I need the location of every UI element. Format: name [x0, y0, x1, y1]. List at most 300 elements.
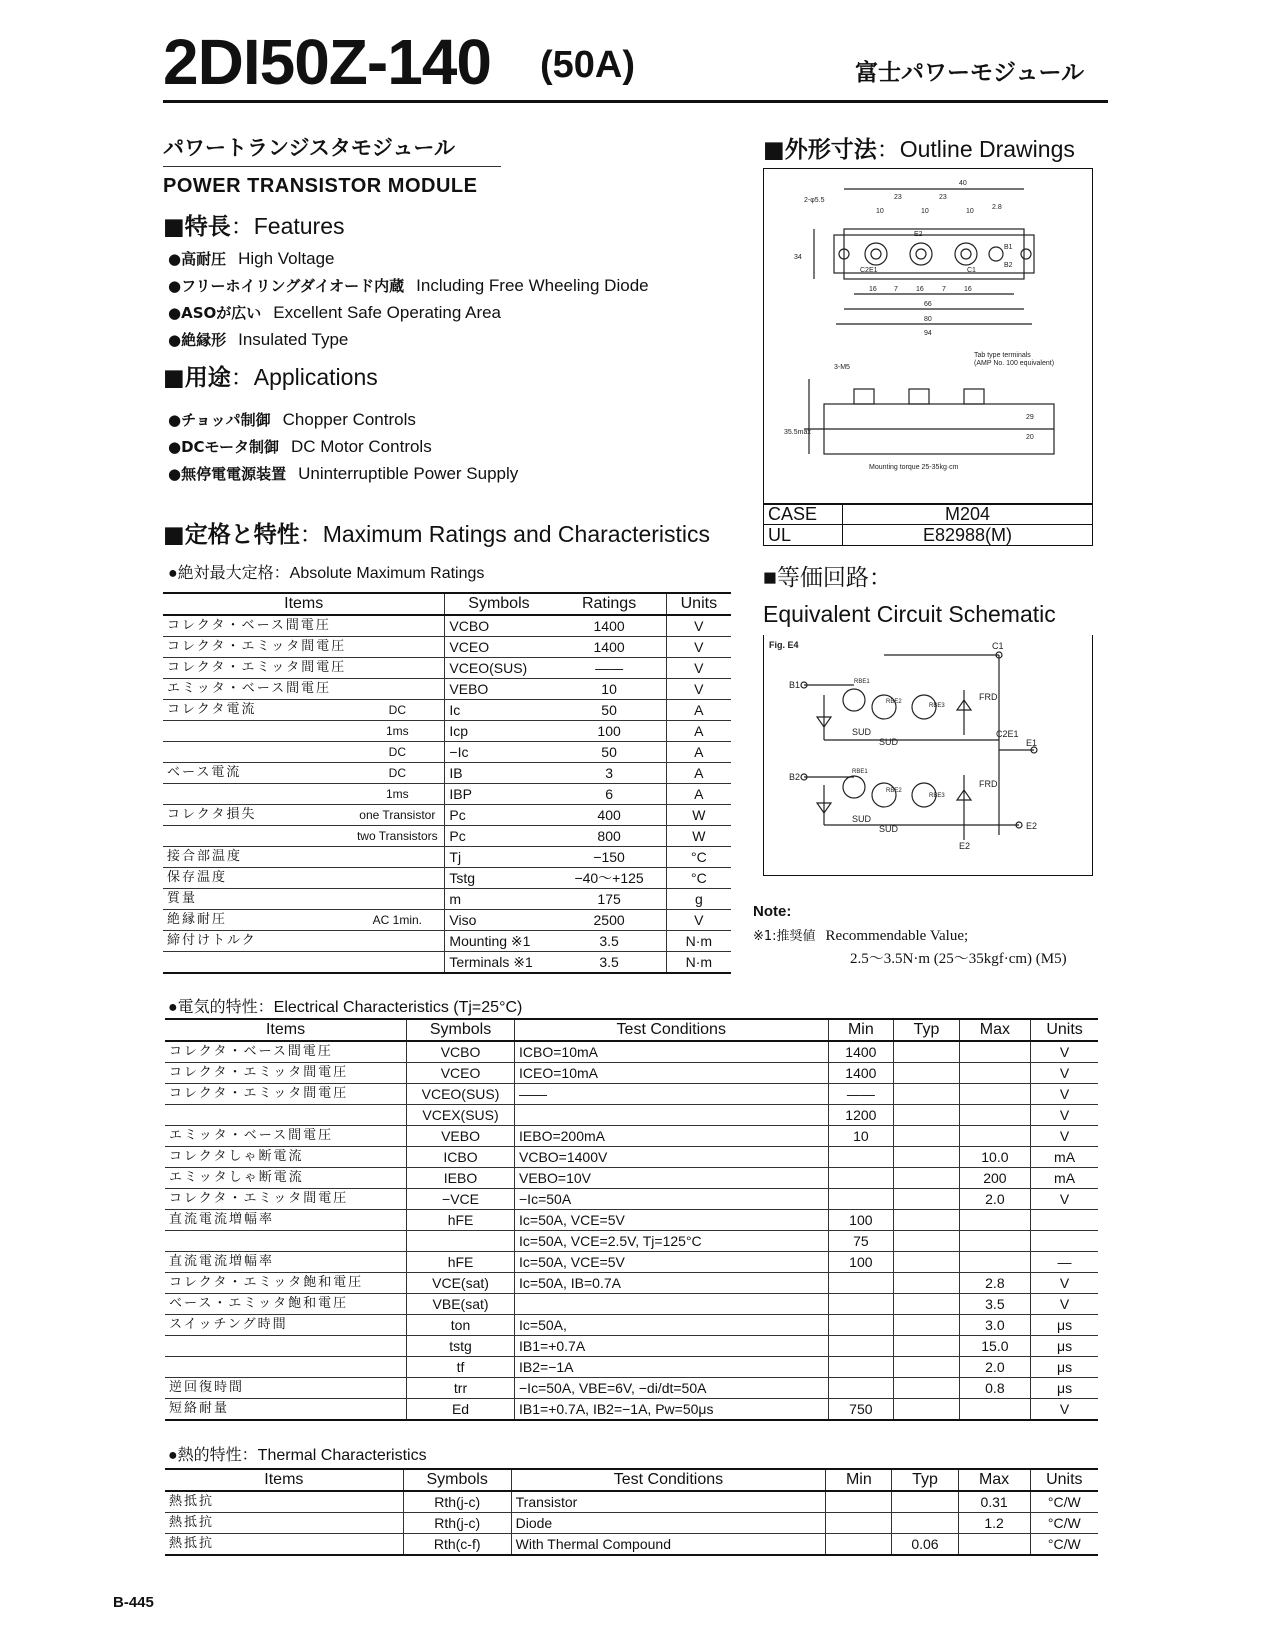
electrical-cell: スイッチング時間	[165, 1315, 407, 1336]
electrical-cell	[894, 1378, 959, 1399]
rating-item: 保存温度	[163, 868, 350, 889]
table-row	[163, 931, 731, 952]
electrical-cell: 短絡耐量	[165, 1399, 407, 1421]
electrical-cell	[959, 1084, 1030, 1105]
rating-item: コレクタ電流	[163, 700, 350, 721]
rating-value: 1400	[553, 615, 667, 637]
model-title: 2DI50Z-140	[163, 26, 491, 98]
electrical-cell	[828, 1147, 894, 1168]
table-row	[165, 1252, 1098, 1273]
electrical-table	[165, 1018, 1098, 1421]
rating-unit: V	[666, 637, 731, 658]
electrical-cell	[894, 1210, 959, 1231]
electrical-cell: 75	[828, 1231, 894, 1252]
svg-text:B2: B2	[1004, 262, 1013, 269]
page-number: B-445	[113, 1594, 154, 1611]
electrical-cell	[828, 1294, 894, 1315]
feature-item: ●絶縁形 Insulated Type	[168, 330, 349, 349]
svg-text:10: 10	[966, 208, 974, 215]
rating-unit: N·m	[666, 952, 731, 974]
electrical-cell: ICEO=10mA	[515, 1063, 829, 1084]
electrical-cell	[894, 1084, 959, 1105]
thermal-cell	[826, 1491, 892, 1513]
table-row	[165, 1357, 1098, 1378]
case-table	[763, 503, 1093, 546]
electrical-cell: V	[1031, 1189, 1098, 1210]
electrical-cell: trr	[407, 1378, 515, 1399]
note-line-1: ※1:推奨値 Recommendable Value;	[753, 928, 969, 944]
electrical-cell: μs	[1031, 1336, 1098, 1357]
application-item: ●無停電電源装置 Uninterruptible Power Supply	[168, 464, 519, 483]
rating-symbol: VEBO	[445, 679, 553, 700]
rating-item	[163, 721, 350, 742]
label-rbe2-b: RBE2	[886, 788, 902, 794]
thermal-cell: °C/W	[1030, 1513, 1098, 1534]
thermal-cell: 熱抵抗	[165, 1513, 403, 1534]
svg-text:E2: E2	[914, 231, 923, 238]
electrical-cell	[894, 1168, 959, 1189]
rating-unit: V	[666, 615, 731, 637]
electrical-cell: V	[1031, 1399, 1098, 1421]
label-rbe1-b: RBE1	[852, 769, 868, 775]
rating-item: コレクタ損失	[163, 805, 350, 826]
svg-text:10: 10	[921, 208, 929, 215]
electrical-cell: ICBO=10mA	[515, 1041, 829, 1063]
thermal-cell: Diode	[511, 1513, 826, 1534]
electrical-cell: VEBO=10V	[515, 1168, 829, 1189]
rating-unit: V	[666, 910, 731, 931]
electrical-cell	[828, 1315, 894, 1336]
electrical-cell	[959, 1399, 1030, 1421]
rating-unit: V	[666, 679, 731, 700]
electrical-cell: V	[1031, 1294, 1098, 1315]
thermal-cell	[892, 1513, 958, 1534]
thermal-cell: °C/W	[1030, 1491, 1098, 1513]
product-name-jp: パワートランジスタモジュール	[163, 136, 456, 160]
electrical-cell: VCBO	[407, 1041, 515, 1063]
table-row	[165, 1273, 1098, 1294]
electrical-cell: Ic=50A, VCE=2.5V, Tj=125°C	[515, 1231, 829, 1252]
table-row	[163, 784, 731, 805]
svg-text:(AMP No. 100 equivalent): (AMP No. 100 equivalent)	[974, 360, 1055, 367]
electrical-cell	[894, 1189, 959, 1210]
electrical-cell: μs	[1031, 1378, 1098, 1399]
electrical-cell: 2.0	[959, 1357, 1030, 1378]
electrical-cell: ton	[407, 1315, 515, 1336]
rating-condition	[350, 931, 445, 952]
electrical-cell	[894, 1105, 959, 1126]
table-row	[163, 679, 731, 700]
rating-condition: AC 1min.	[350, 910, 445, 931]
electrical-cell	[1031, 1231, 1098, 1252]
rating-symbol: −Ic	[445, 742, 553, 763]
rating-item: コレクタ・ベース間電圧	[163, 615, 350, 637]
table-row	[163, 658, 731, 679]
table-row	[163, 847, 731, 868]
electrical-cell: mA	[1031, 1147, 1098, 1168]
label-rbe3-b: RBE3	[929, 793, 945, 799]
thermal-table	[165, 1468, 1098, 1556]
table-row	[165, 1378, 1098, 1399]
rating-value: 50	[553, 700, 667, 721]
rating-unit: A	[666, 742, 731, 763]
electrical-cell: mA	[1031, 1168, 1098, 1189]
electrical-cell: IB1=+0.7A, IB2=−1A, Pw=50μs	[515, 1399, 829, 1421]
rating-value: 100	[553, 721, 667, 742]
rating-condition: DC	[350, 742, 445, 763]
rating-item: 接合部温度	[163, 847, 350, 868]
electrical-cell	[894, 1315, 959, 1336]
table-row	[165, 1168, 1098, 1189]
svg-text:40: 40	[959, 180, 967, 187]
absolute-ratings-subheading: ●絶対最大定格：Absolute Maximum Ratings	[168, 565, 485, 582]
electrical-cell: 200	[959, 1168, 1030, 1189]
rating-condition: 1ms	[350, 784, 445, 805]
svg-text:23: 23	[939, 194, 947, 201]
rating-value: 2500	[553, 910, 667, 931]
feature-item: ●高耐圧 High Voltage	[168, 249, 335, 268]
electrical-cell: 15.0	[959, 1336, 1030, 1357]
electrical-col-3: Min	[828, 1019, 894, 1041]
svg-text:80: 80	[924, 316, 932, 323]
rating-unit: A	[666, 721, 731, 742]
rating-unit: A	[666, 784, 731, 805]
table-row	[165, 1126, 1098, 1147]
rating-value: ――	[553, 658, 667, 679]
svg-text:66: 66	[924, 301, 932, 308]
rating-symbol: Icp	[445, 721, 553, 742]
electrical-cell: エミッタ・ベース間電圧	[165, 1126, 407, 1147]
rating-value: 6	[553, 784, 667, 805]
rating-condition: DC	[350, 763, 445, 784]
table-row	[165, 1084, 1098, 1105]
electrical-cell: 10	[828, 1126, 894, 1147]
electrical-cell: Ed	[407, 1399, 515, 1421]
label-rbe1: RBE1	[854, 679, 870, 685]
col-symbols: Symbols	[445, 593, 553, 615]
outline-heading: ■外形寸法：Outline Drawings	[763, 136, 1075, 163]
rating-item: コレクタ・エミッタ間電圧	[163, 637, 350, 658]
rating-condition: two Transistors	[350, 826, 445, 847]
svg-text:23: 23	[894, 194, 902, 201]
electrical-cell: コレクタ・エミッタ間電圧	[165, 1189, 407, 1210]
electrical-cell: VCBO=1400V	[515, 1147, 829, 1168]
svg-text:3-M5: 3-M5	[834, 364, 850, 371]
electrical-col-0: Items	[165, 1019, 407, 1041]
rating-condition	[350, 952, 445, 974]
rating-condition	[350, 889, 445, 910]
label-sud-3: SUD	[852, 814, 872, 824]
electrical-cell	[894, 1063, 959, 1084]
thermal-col-0: Items	[165, 1469, 403, 1491]
electrical-cell: VEBO	[407, 1126, 515, 1147]
electrical-cell	[515, 1105, 829, 1126]
table-row	[165, 1210, 1098, 1231]
application-item: ●DCモータ制御 DC Motor Controls	[168, 437, 432, 456]
table-row	[165, 1231, 1098, 1252]
rating-unit: °C	[666, 868, 731, 889]
electrical-cell	[515, 1294, 829, 1315]
thermal-cell	[826, 1513, 892, 1534]
electrical-cell: 2.8	[959, 1273, 1030, 1294]
rating-item: 締付けトルク	[163, 931, 350, 952]
table-row	[163, 868, 731, 889]
electrical-cell: Ic=50A, VCE=5V	[515, 1210, 829, 1231]
ul-value: E82988(M)	[843, 525, 1093, 546]
rating-unit: W	[666, 805, 731, 826]
electrical-cell: −Ic=50A, VBE=6V, −di/dt=50A	[515, 1378, 829, 1399]
rating-symbol: Tstg	[445, 868, 553, 889]
electrical-cell: −Ic=50A	[515, 1189, 829, 1210]
electrical-cell	[828, 1168, 894, 1189]
electrical-cell: ――	[828, 1084, 894, 1105]
electrical-cell	[165, 1357, 407, 1378]
svg-text:C1: C1	[967, 267, 976, 274]
table-row	[165, 1399, 1098, 1421]
electrical-cell: IEBO	[407, 1168, 515, 1189]
rating-symbol: Viso	[445, 910, 553, 931]
product-name-en: POWER TRANSISTOR MODULE	[163, 175, 478, 197]
rating-item: ベース電流	[163, 763, 350, 784]
electrical-cell: コレクタ・ベース間電圧	[165, 1041, 407, 1063]
electrical-cell	[828, 1273, 894, 1294]
application-item: ●チョッパ制御 Chopper Controls	[168, 410, 416, 429]
svg-text:2.8: 2.8	[992, 204, 1002, 211]
thermal-cell: 1.2	[958, 1513, 1030, 1534]
svg-text:94: 94	[924, 330, 932, 337]
thermal-cell	[892, 1491, 958, 1513]
thermal-cell: Transistor	[511, 1491, 826, 1513]
label-rbe2: RBE2	[886, 699, 902, 705]
electrical-cell: ICBO	[407, 1147, 515, 1168]
feature-item: ●ASOが広い Excellent Safe Operating Area	[168, 303, 502, 322]
circuit-heading-jp: ■等価回路：	[763, 564, 892, 590]
electrical-cell: 3.0	[959, 1315, 1030, 1336]
electrical-cell: 100	[828, 1252, 894, 1273]
electrical-cell	[894, 1399, 959, 1421]
rating-condition	[350, 679, 445, 700]
svg-text:29: 29	[1026, 414, 1034, 421]
electrical-cell: μs	[1031, 1357, 1098, 1378]
electrical-cell: 1200	[828, 1105, 894, 1126]
thermal-cell	[826, 1534, 892, 1556]
rating-value: −40～+125	[553, 868, 667, 889]
electrical-cell: VCEO(SUS)	[407, 1084, 515, 1105]
electrical-cell: V	[1031, 1273, 1098, 1294]
svg-text:10: 10	[876, 208, 884, 215]
features-heading: ■特長：Features	[163, 213, 345, 240]
electrical-cell: V	[1031, 1084, 1098, 1105]
svg-text:16: 16	[964, 286, 972, 293]
current-rating: (50A)	[540, 44, 636, 86]
rating-value: 3.5	[553, 931, 667, 952]
fig-label: Fig. E4	[769, 640, 799, 650]
label-e1: E1	[1026, 738, 1038, 748]
electrical-cell: —	[1031, 1252, 1098, 1273]
rating-symbol: Tj	[445, 847, 553, 868]
electrical-cell: tf	[407, 1357, 515, 1378]
svg-text:2-φ5.5: 2-φ5.5	[804, 197, 825, 204]
rating-unit: °C	[666, 847, 731, 868]
rating-condition	[350, 868, 445, 889]
electrical-cell: ――	[515, 1084, 829, 1105]
electrical-cell: IB2=−1A	[515, 1357, 829, 1378]
rating-symbol: Ic	[445, 700, 553, 721]
thermal-cell: Rth(j-c)	[403, 1491, 511, 1513]
rating-value: 50	[553, 742, 667, 763]
rating-symbol: VCEO	[445, 637, 553, 658]
table-row	[163, 952, 731, 974]
thermal-cell: With Thermal Compound	[511, 1534, 826, 1556]
product-underline	[163, 166, 501, 167]
electrical-cell: VCEO	[407, 1063, 515, 1084]
table-row	[163, 826, 731, 847]
rating-item: 絶縁耐圧	[163, 910, 350, 931]
col-ratings: Ratings	[553, 593, 667, 615]
electrical-cell: 2.0	[959, 1189, 1030, 1210]
table-row	[163, 615, 731, 637]
circuit-box	[763, 635, 1093, 876]
thermal-cell: 熱抵抗	[165, 1534, 403, 1556]
electrical-cell	[894, 1126, 959, 1147]
rating-unit: g	[666, 889, 731, 910]
note-line-2: 2.5～3.5N·m (25～35kgf·cm) (M5)	[850, 951, 1067, 967]
electrical-cell: V	[1031, 1105, 1098, 1126]
electrical-cell: −VCE	[407, 1189, 515, 1210]
table-row	[163, 763, 731, 784]
rating-value: 3	[553, 763, 667, 784]
label-e2-b: E2	[959, 841, 971, 851]
electrical-cell: コレクタしゃ断電流	[165, 1147, 407, 1168]
electrical-cell	[959, 1041, 1030, 1063]
electrical-cell: hFE	[407, 1252, 515, 1273]
electrical-cell: V	[1031, 1041, 1098, 1063]
label-sud-4: SUD	[879, 824, 899, 834]
rating-unit: W	[666, 826, 731, 847]
svg-text:35.5max: 35.5max	[784, 429, 811, 436]
electrical-cell	[828, 1357, 894, 1378]
rating-condition	[350, 847, 445, 868]
label-b2: B2	[789, 772, 801, 782]
note-label: Note:	[753, 903, 792, 920]
svg-text:34: 34	[794, 254, 802, 261]
thermal-heading: ●熱的特性：Thermal Characteristics	[168, 1447, 427, 1464]
electrical-cell: 直流電流増幅率	[165, 1252, 407, 1273]
table-row	[163, 889, 731, 910]
rating-symbol: m	[445, 889, 553, 910]
thermal-cell: 0.31	[958, 1491, 1030, 1513]
table-row	[165, 1189, 1098, 1210]
outline-drawing	[764, 169, 1092, 504]
electrical-cell: 100	[828, 1210, 894, 1231]
rating-value: 175	[553, 889, 667, 910]
rating-condition: DC	[350, 700, 445, 721]
rating-condition: 1ms	[350, 721, 445, 742]
electrical-cell: VCE(sat)	[407, 1273, 515, 1294]
feature-item: ●フリーホイリングダイオード内蔵 Including Free Wheeling Diode	[168, 276, 649, 295]
svg-text:B1: B1	[1004, 244, 1013, 251]
electrical-cell	[894, 1231, 959, 1252]
rating-unit: V	[666, 658, 731, 679]
electrical-cell	[959, 1210, 1030, 1231]
table-row	[163, 700, 731, 721]
table-row	[165, 1336, 1098, 1357]
label-sud-1: SUD	[852, 727, 872, 737]
thermal-col-3: Min	[826, 1469, 892, 1491]
electrical-cell: V	[1031, 1126, 1098, 1147]
maker-name: 富士パワーモジュール	[855, 60, 1085, 86]
thermal-cell: °C/W	[1030, 1534, 1098, 1556]
label-sud-2: SUD	[879, 737, 899, 747]
electrical-cell: IEBO=200mA	[515, 1126, 829, 1147]
electrical-cell: 10.0	[959, 1147, 1030, 1168]
table-row	[165, 1534, 1098, 1556]
rating-condition: one Transistor	[350, 805, 445, 826]
electrical-cell: 750	[828, 1399, 894, 1421]
table-row	[165, 1147, 1098, 1168]
max-ratings-table	[163, 592, 731, 974]
electrical-cell: エミッタしゃ断電流	[165, 1168, 407, 1189]
rating-value: −150	[553, 847, 667, 868]
electrical-cell: hFE	[407, 1210, 515, 1231]
electrical-cell	[894, 1336, 959, 1357]
electrical-cell: VCEX(SUS)	[407, 1105, 515, 1126]
table-row	[165, 1513, 1098, 1534]
electrical-cell: 逆回復時間	[165, 1378, 407, 1399]
table-row	[165, 1315, 1098, 1336]
ratings-heading: ■定格と特性：Maximum Ratings and Characteristics	[163, 521, 711, 548]
electrical-cell	[828, 1378, 894, 1399]
electrical-cell: tstg	[407, 1336, 515, 1357]
electrical-cell: 1400	[828, 1063, 894, 1084]
rating-symbol: IBP	[445, 784, 553, 805]
rating-condition	[350, 615, 445, 637]
label-frd-1: FRD	[979, 692, 998, 702]
rating-value: 10	[553, 679, 667, 700]
circuit-schematic	[764, 635, 1092, 875]
rating-symbol: Pc	[445, 826, 553, 847]
table-row	[165, 1294, 1098, 1315]
electrical-cell: ベース・エミッタ飽和電圧	[165, 1294, 407, 1315]
svg-text:7: 7	[942, 286, 946, 293]
rating-item	[163, 952, 350, 974]
header-rule	[163, 100, 1108, 103]
electrical-cell	[165, 1105, 407, 1126]
electrical-cell: 3.5	[959, 1294, 1030, 1315]
thermal-col-1: Symbols	[403, 1469, 511, 1491]
col-units: Units	[666, 593, 731, 615]
svg-text:Mounting torque 25-35kg·cm: Mounting torque 25-35kg·cm	[869, 464, 959, 471]
table-row	[163, 637, 731, 658]
rating-condition	[350, 637, 445, 658]
table-row	[163, 910, 731, 931]
electrical-cell: コレクタ・エミッタ間電圧	[165, 1084, 407, 1105]
svg-text:C2E1: C2E1	[860, 267, 878, 274]
table-row	[165, 1063, 1098, 1084]
rating-item	[163, 826, 350, 847]
outline-drawing-box	[763, 168, 1093, 505]
thermal-cell	[958, 1534, 1030, 1556]
rating-value: 800	[553, 826, 667, 847]
thermal-cell: Rth(c-f)	[403, 1534, 511, 1556]
rating-condition	[350, 658, 445, 679]
thermal-cell: Rth(j-c)	[403, 1513, 511, 1534]
table-row	[163, 721, 731, 742]
rating-symbol: Terminals ※1	[445, 952, 553, 974]
electrical-cell	[959, 1063, 1030, 1084]
electrical-cell	[959, 1105, 1030, 1126]
electrical-cell	[407, 1231, 515, 1252]
